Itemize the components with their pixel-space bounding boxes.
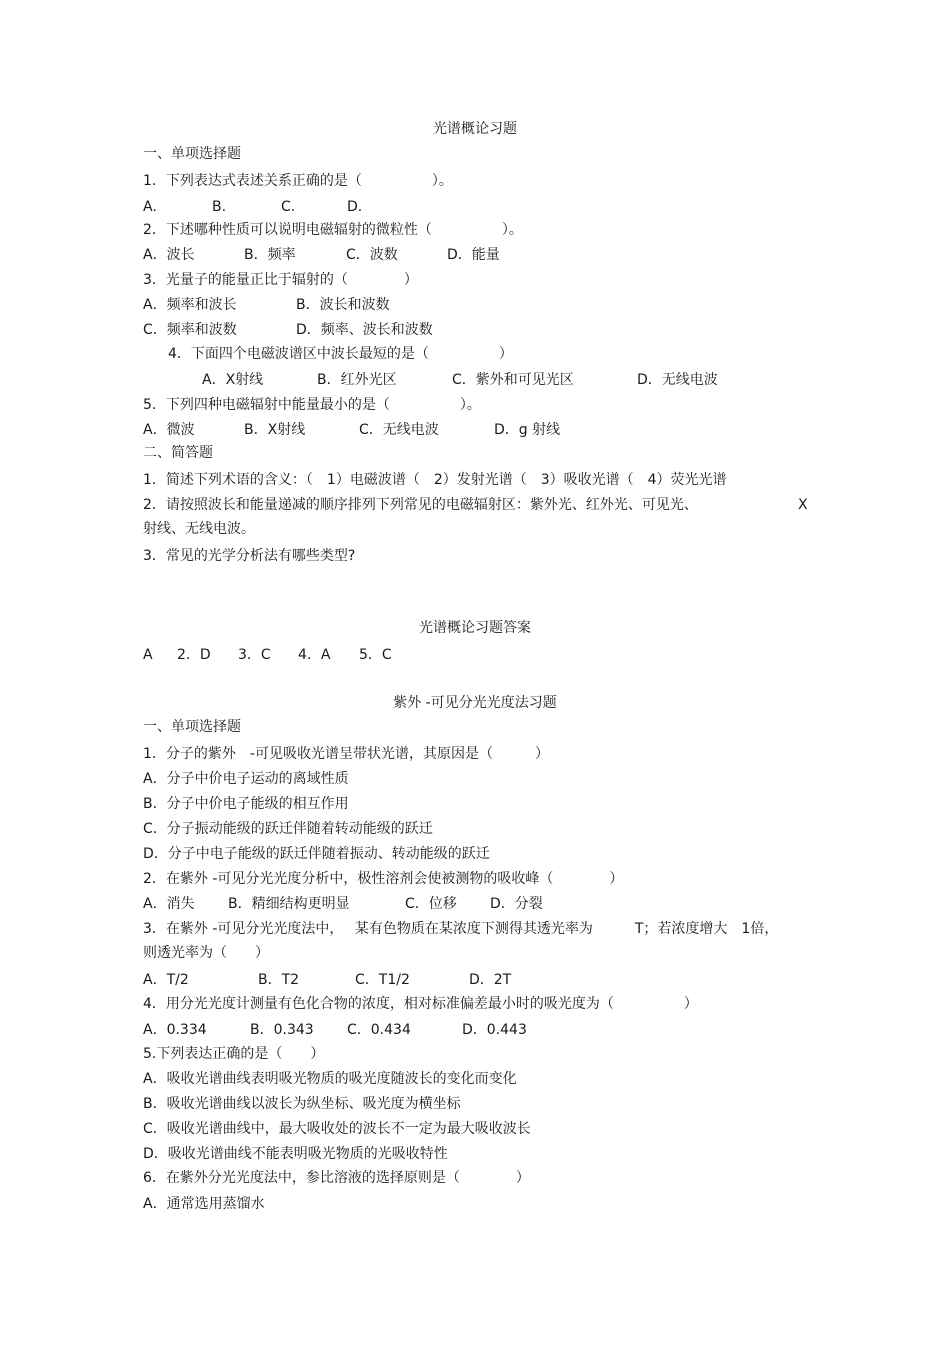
section2-title: 紫外 -可见分光光度法习题: [393, 695, 557, 711]
s1-question-1: 1．下列表达式表述关系正确的是（ ）。: [143, 173, 453, 189]
answers-title: 光谱概论习题答案: [419, 620, 531, 636]
s2-q1-option-c: C．分子振动能级的跃迁伴随着转动能级的跃迁: [143, 821, 433, 837]
s2-q4-option-d: D．0.443: [462, 1022, 527, 1038]
s2-question-5: 5.下列表达正确的是（ ）: [143, 1046, 325, 1062]
s2-q4-option-c: C．0.434: [347, 1022, 411, 1038]
s1-q4-option-c: C．紫外和可见光区: [452, 372, 574, 388]
section1-title: 光谱概论习题: [433, 121, 517, 137]
section1-part2-heading: 二、简答题: [143, 445, 213, 461]
s2-question-1: 1．分子的紫外 -可见吸收光谱呈带状光谱，其原因是（ ）: [143, 746, 549, 762]
s2-q3-option-d: D．2T: [469, 972, 512, 988]
s1-question-5: 5．下列四种电磁辐射中能量最小的是（ ）。: [143, 397, 481, 413]
s2-q2-option-b: B．精细结构更明显: [228, 896, 350, 912]
s1-short-question-3: 3．常见的光学分析法有哪些类型?: [143, 548, 356, 564]
s1-question-3: 3．光量子的能量正比于辐射的（ ）: [143, 272, 418, 288]
s2-q3-option-c: C．T1/2: [355, 972, 410, 988]
answer-2: 2．D: [177, 647, 211, 663]
s2-q1-option-b: B．分子中价电子能级的相互作用: [143, 796, 349, 812]
s2-question-3-cont: 则透光率为（ ）: [143, 945, 269, 961]
s1-q2-option-b: B．频率: [244, 247, 296, 263]
s2-q5-option-c: C．吸收光谱曲线中，最大吸收处的波长不一定为最大吸收波长: [143, 1121, 531, 1137]
s2-question-4: 4．用分光光度计测量有色化合物的浓度，相对标准偏差最小时的吸光度为（ ）: [143, 996, 698, 1012]
s1-q5-option-b: B．X射线: [244, 422, 306, 438]
s1-q4-option-d: D．无线电波: [637, 372, 718, 388]
s1-q3-option-c: C．频率和波数: [143, 322, 237, 338]
s1-q3-option-a: A．频率和波长: [143, 297, 237, 313]
s1-q3-option-b: B．波长和波数: [296, 297, 390, 313]
s1-q1-option-a: A.: [143, 199, 157, 215]
answer-5: 5．C: [359, 647, 392, 663]
s1-short-question-1: 1．简述下列术语的含义：（ 1）电磁波谱（ 2）发射光谱（ 3）吸收光谱（ 4）荧光光谱: [143, 472, 727, 488]
s2-q5-option-a: A．吸收光谱曲线表明吸光物质的吸光度随波长的变化而变化: [143, 1071, 517, 1087]
s1-q5-option-a: A．微波: [143, 422, 195, 438]
s2-q5-option-d: D．吸收光谱曲线不能表明吸光物质的光吸收特性: [143, 1146, 448, 1162]
s2-q1-option-d: D．分子中电子能级的跃迁伴随着振动、转动能级的跃迁: [143, 846, 490, 862]
s1-q4-option-b: B．红外光区: [317, 372, 397, 388]
s1-q1-option-c: C.: [281, 199, 296, 215]
s2-q4-option-b: B．0.343: [250, 1022, 314, 1038]
s1-q2-option-c: C．波数: [346, 247, 398, 263]
s2-q3-option-b: B．T2: [258, 972, 300, 988]
section1-part1-heading: 一、单项选择题: [143, 146, 241, 162]
s1-question-2: 2．下述哪种性质可以说明电磁辐射的微粒性（ ）。: [143, 222, 523, 238]
s1-q2-option-d: D．能量: [447, 247, 500, 263]
s1-q1-option-b: B.: [212, 199, 227, 215]
s1-short-question-2-x: X: [798, 497, 808, 513]
s2-q5-option-b: B．吸收光谱曲线以波长为纵坐标、吸光度为横坐标: [143, 1096, 461, 1112]
s2-q2-option-c: C．位移: [405, 896, 457, 912]
s2-q6-option-a: A．通常选用蒸馏水: [143, 1196, 265, 1212]
s1-short-question-2-cont: 射线、无线电波。: [143, 521, 255, 537]
s2-question-6: 6．在紫外分光光度法中，参比溶液的选择原则是（ ）: [143, 1170, 530, 1186]
s2-q4-option-a: A．0.334: [143, 1022, 207, 1038]
s2-question-2: 2．在紫外 -可见分光光度分析中，极性溶剂会使被测物的吸收峰（ ）: [143, 871, 624, 887]
s1-q4-option-a: A．X射线: [202, 372, 264, 388]
s1-q5-option-c: C．无线电波: [359, 422, 439, 438]
s2-q1-option-a: A．分子中价电子运动的离域性质: [143, 771, 349, 787]
s1-short-question-2: 2．请按照波长和能量递减的顺序排列下列常见的电磁辐射区：紫外光、红外光、可见光、: [143, 497, 698, 513]
s1-q2-option-a: A．波长: [143, 247, 195, 263]
s1-q5-option-d: D．g 射线: [494, 422, 561, 438]
s1-q3-option-d: D．频率、波长和波数: [296, 322, 433, 338]
s2-q3-option-a: A．T/2: [143, 972, 189, 988]
s2-question-3: 3．在紫外 -可见分光光度法中， 某有色物质在某浓度下测得其透光率为 T；若浓度增大 1倍，: [143, 921, 779, 937]
answer-4: 4．A: [298, 647, 331, 663]
s2-q2-option-a: A．消失: [143, 896, 195, 912]
section2-part1-heading: 一、单项选择题: [143, 719, 241, 735]
s1-q1-option-d: D.: [347, 199, 363, 215]
answer-1: A: [143, 647, 153, 663]
s2-q2-option-d: D．分裂: [490, 896, 543, 912]
s1-question-4: 4．下面四个电磁波谱区中波长最短的是（ ）: [168, 346, 513, 362]
answer-3: 3．C: [238, 647, 271, 663]
